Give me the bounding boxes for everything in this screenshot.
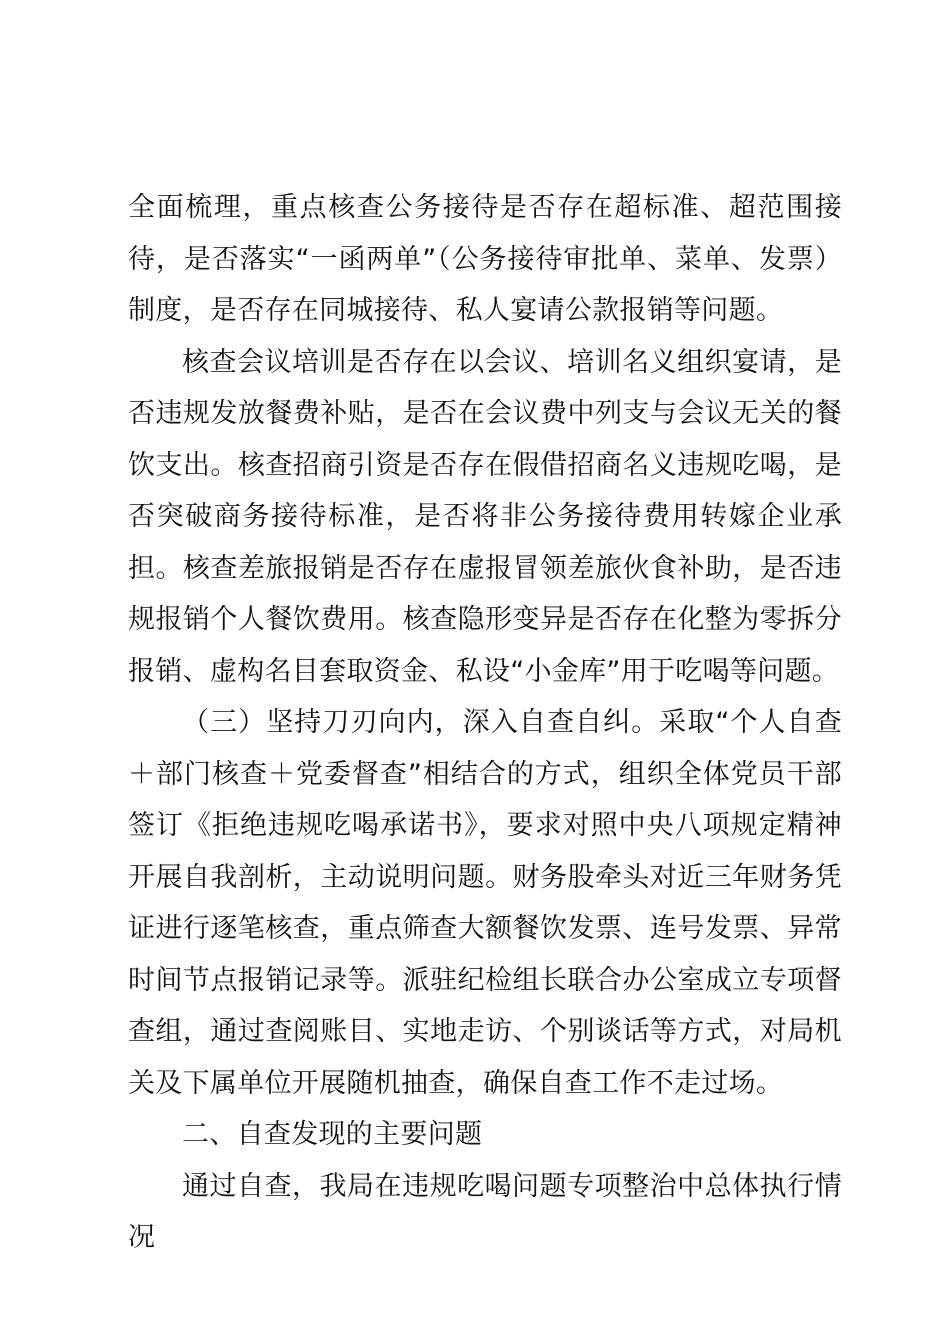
paragraph-summary-start: 通过自查，我局在违规吃喝问题专项整治中总体执行情况	[128, 1170, 842, 1253]
paragraph-self-inspection: （三）坚持刀刃向内，深入自查自纠。采取“个人自查＋部门核查＋党委督查”相结合的方式，组织全体党员干部签订《拒绝违规吃喝承诺书》，要求对照中央八项规定精神开展自我剖析，主动说明问题。财务股牵头对近三年财务凭证进行逐笔核查，重点筛查大额餐饮发票、连号发票、异常时间节点报销记录等。派驻纪检组长联合办公室成立专项督查组，通过查阅账目、实地走访、个别谈话等方式，对局机关及下属单位开展随机抽查，确保自查工作不走过场。	[128, 707, 842, 1099]
paragraph-inspection-items: 核查会议培训是否存在以会议、培训名义组织宴请，是否违规发放餐费补贴，是否在会议费中列支与会议无关的餐饮支出。核查招商引资是否存在假借招商名义违规吃喝，是否突破商务接待标准，是否将非公务接待费用转嫁企业承担。核查差旅报销是否存在虚报冒领差旅伙食补助，是否违规报销个人餐饮费用。核查隐形变异是否存在化整为零拆分报销、虚构名目套取资金、私设“小金库”用于吃喝等问题。	[128, 346, 842, 687]
paragraph-continuation: 全面梳理，重点核查公务接待是否存在超标准、超范围接待，是否落实“一函两单”（公务接待审批单、菜单、发票）制度，是否存在同城接待、私人宴请公款报销等问题。	[128, 192, 842, 326]
document-body	[128, 182, 842, 1264]
section-heading-problems: 二、自查发现的主要问题	[182, 1119, 483, 1150]
